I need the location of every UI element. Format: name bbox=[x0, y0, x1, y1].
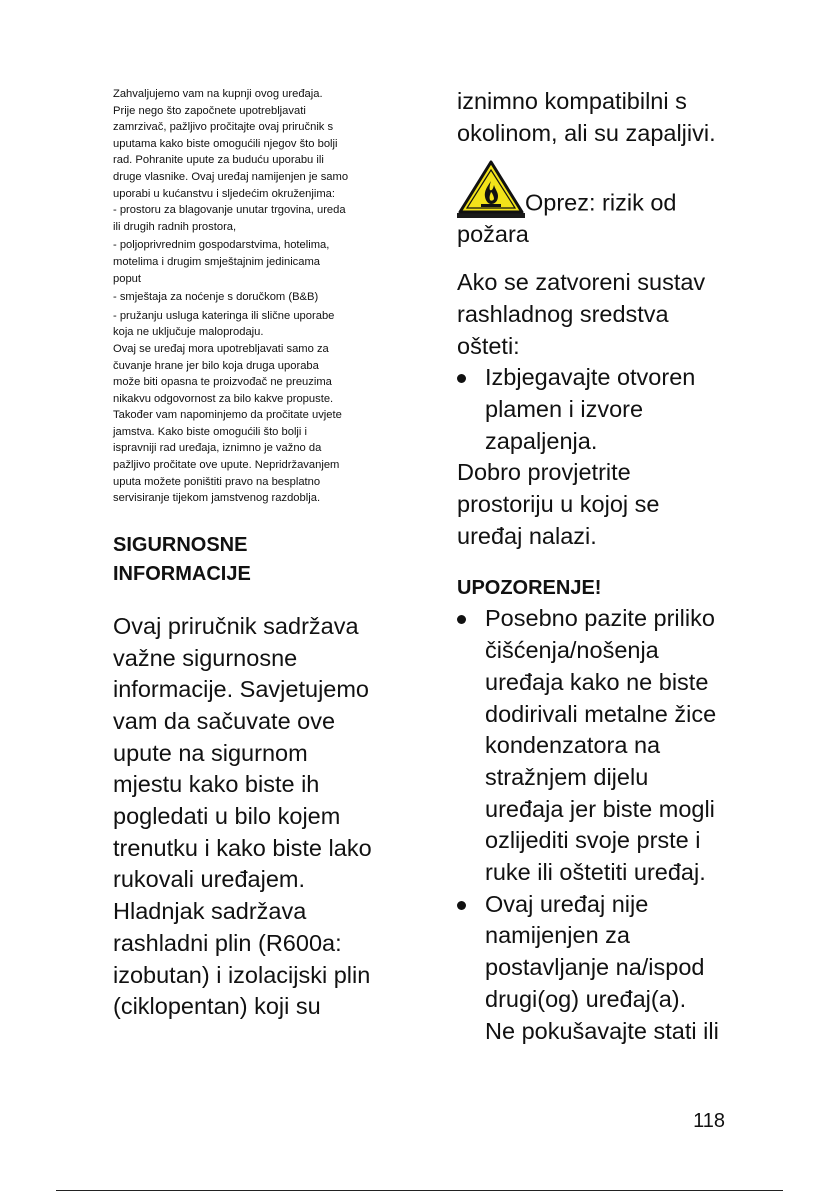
list-item bbox=[457, 1016, 737, 1048]
safety-line: Ovaj priručnik sadržava bbox=[113, 612, 359, 639]
warning-text-line2: požara bbox=[457, 221, 529, 248]
safety-line: rashladni plin (R600a: bbox=[113, 929, 342, 956]
ventilate-line: uređaj nalazi. bbox=[457, 522, 597, 549]
list-item bbox=[457, 667, 737, 699]
list-item bbox=[457, 730, 737, 762]
safety-line: mjestu kako biste ih bbox=[113, 771, 320, 798]
intro-line: druge vlasnike. Ovaj uređaj namijenjen je samo bbox=[113, 170, 349, 183]
safety-text bbox=[113, 611, 385, 1023]
safety-line: Hladnjak sadržava bbox=[113, 898, 307, 925]
list-item bbox=[457, 920, 737, 952]
bullet-line: Posebno pazite priliko bbox=[485, 605, 715, 632]
warning-text: Oprez: rizik od bbox=[525, 189, 677, 216]
bullet-line: namijenjen za bbox=[485, 922, 631, 949]
safety-line: pogledati u bilo kojem bbox=[113, 803, 341, 830]
bullet-line: dodirivali metalne žice bbox=[485, 700, 717, 727]
safety-line: izobutan) i izolacijski plin bbox=[113, 961, 371, 988]
env-item-line: koja ne uključuje maloprodaju. bbox=[113, 326, 264, 339]
bullet-line: Ne pokušavajte stati ili bbox=[485, 1017, 719, 1044]
leak-line: rashladnog sredstva bbox=[457, 300, 669, 327]
list-item bbox=[457, 635, 737, 667]
usage-line: ispravniji rad uređaja, iznimno je važno da bbox=[113, 442, 322, 455]
bullet-line: ruke ili oštetiti uređaj. bbox=[485, 859, 706, 886]
list-item bbox=[457, 889, 737, 921]
safety-line: (ciklopentan) koji su bbox=[113, 993, 321, 1020]
bullet-line: postavljanje na/ispod bbox=[485, 954, 705, 981]
page-number: 118 bbox=[693, 1110, 725, 1132]
bullet-icon bbox=[457, 901, 466, 910]
bullet-line: ozlijediti svoje prste i bbox=[485, 827, 701, 854]
bullet-line: stražnjem dijelu bbox=[485, 763, 649, 790]
intro-line: uputama kako biste omogućili njegov što bolji bbox=[113, 137, 338, 150]
bullet-line: kondenzatora na bbox=[485, 732, 661, 759]
usage-line: nikakvu odgovornost za bilo kakve propuste. bbox=[113, 392, 334, 405]
bullet-line: uređaja kako ne biste bbox=[485, 668, 709, 695]
env-item-line: motelima i drugim smještajnim jedinicama bbox=[113, 255, 321, 268]
bullet-line: plamen i izvore bbox=[485, 395, 644, 422]
left-column bbox=[113, 86, 385, 1023]
bullet-line: drugi(og) uređaj(a). bbox=[485, 985, 687, 1012]
env-item-line: - prostoru za blagovanje unutar trgovina, ureda bbox=[113, 204, 346, 217]
bullet-line: Izbjegavajte otvoren bbox=[485, 364, 696, 391]
continuation-line: iznimno kompatibilni s bbox=[457, 88, 687, 114]
list-item bbox=[457, 603, 737, 635]
list-item bbox=[457, 394, 737, 426]
safety-line: trenutku i kako biste lako bbox=[113, 834, 372, 861]
env-item-line: ili drugih radnih prostora, bbox=[113, 220, 237, 233]
warning-heading: UPOZORENJE! bbox=[457, 577, 602, 600]
right-column bbox=[457, 86, 737, 1047]
list-item bbox=[457, 426, 737, 458]
usage-line: čuvanje hrane jer bilo koja druga uporaba bbox=[113, 359, 319, 372]
heading-line: INFORMACIJE bbox=[113, 562, 251, 585]
env-item-line: - pružanju usluga kateringa ili slične uporabe bbox=[113, 309, 335, 322]
list-item bbox=[457, 857, 737, 889]
list-item bbox=[457, 794, 737, 826]
leak-section bbox=[457, 267, 737, 552]
leak-bullet-list bbox=[457, 362, 737, 457]
bullet-line: Ovaj uređaj nije bbox=[485, 890, 649, 917]
usage-line: može biti opasna te proizvođač ne preuzima bbox=[113, 376, 332, 389]
ventilate-line: Dobro provjetrite bbox=[457, 459, 631, 486]
usage-line: pažljivo pročitate ove upute. Nepridržavanjem bbox=[113, 459, 340, 472]
env-item-line: poput bbox=[113, 272, 141, 285]
continuation-line: okolinom, ali su zapaljivi. bbox=[457, 119, 716, 146]
intro-line: rad. Pohranite upute za buduću uporabu ili bbox=[113, 154, 324, 167]
safety-line: rukovali uređajem. bbox=[113, 866, 306, 893]
ventilate-line: prostoriju u kojoj se bbox=[457, 491, 660, 518]
safety-line: vam da sačuvate ove bbox=[113, 707, 336, 734]
intro-line: Zahvaljujemo vam na kupnji ovog uređaja. bbox=[113, 88, 323, 100]
heading-line: SIGURNOSNE bbox=[113, 533, 248, 556]
intro-block bbox=[113, 86, 385, 507]
list-item bbox=[457, 984, 737, 1016]
intro-line: Prije nego što započnete upotrebljavati bbox=[113, 104, 306, 117]
list-item bbox=[457, 952, 737, 984]
safety-line: informacije. Savjetujemo bbox=[113, 676, 369, 703]
warning-bullet-list bbox=[457, 603, 737, 1047]
list-item bbox=[457, 825, 737, 857]
leak-line: Ako se zatvoreni sustav bbox=[457, 269, 706, 296]
bullet-icon bbox=[457, 374, 466, 383]
bullet-icon bbox=[457, 615, 466, 624]
leak-line: ošteti: bbox=[457, 332, 520, 359]
usage-line: uputa možete poništiti pravo na besplatno bbox=[113, 475, 321, 488]
env-item-line: - poljoprivrednim gospodarstvima, hotelima, bbox=[113, 239, 330, 252]
safety-heading bbox=[113, 531, 385, 589]
safety-line: važne sigurnosne bbox=[113, 644, 298, 671]
continuation-text bbox=[457, 86, 737, 149]
flammable-warning-icon bbox=[457, 159, 525, 219]
intro-line: zamrzivač, pažljivo pročitajte ovaj priručnik s bbox=[113, 121, 334, 134]
usage-line: jamstva. Kako biste omogućili što bolji i bbox=[113, 425, 308, 438]
intro-line: uporabi u kućanstvu i sljedećim okruženjima: bbox=[113, 187, 335, 200]
list-item bbox=[457, 362, 737, 394]
usage-line: Također vam napominjemo da pročitate uvjete bbox=[113, 409, 342, 422]
bullet-line: uređaja jer biste mogli bbox=[485, 795, 715, 822]
list-item bbox=[457, 699, 737, 731]
bullet-line: čišćenja/nošenja bbox=[485, 637, 659, 664]
usage-line: Ovaj se uređaj mora upotrebljavati samo za bbox=[113, 342, 329, 355]
safety-line: upute na sigurnom bbox=[113, 739, 308, 766]
fire-warning bbox=[457, 159, 737, 251]
env-item-line: - smještaja za noćenje s doručkom (B&B) bbox=[113, 291, 319, 304]
bullet-line: zapaljenja. bbox=[485, 427, 598, 454]
usage-line: servisiranje tijekom jamstvenog razdoblja. bbox=[113, 492, 321, 505]
list-item bbox=[457, 762, 737, 794]
